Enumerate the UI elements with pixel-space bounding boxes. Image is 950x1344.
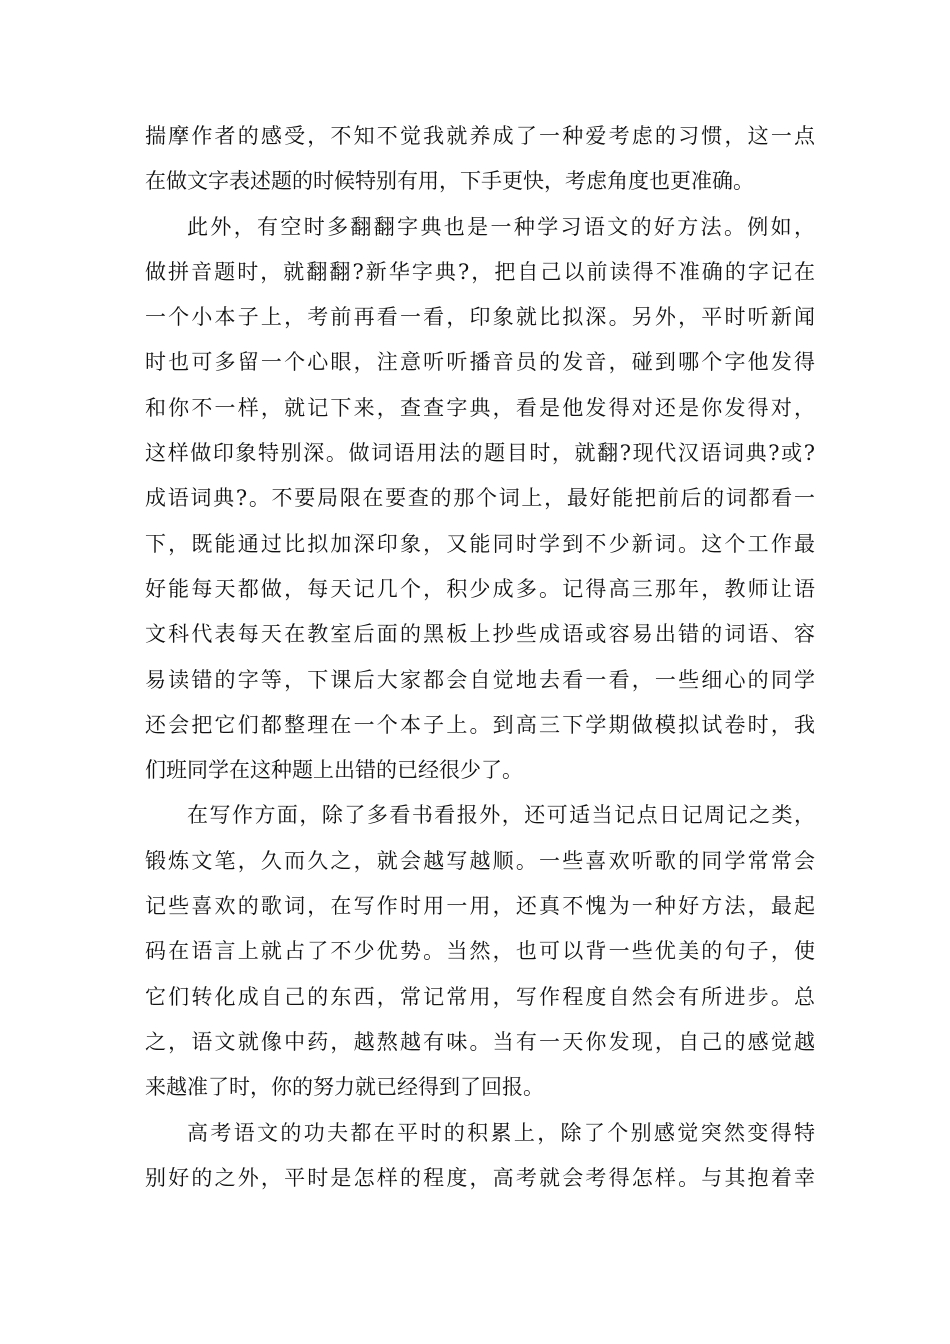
text-line: 别好的之外，平时是怎样的程度，高考就会考得怎样。与其抱着幸 [145,1165,815,1190]
body-text [145,114,815,1201]
paragraph-start-line: 在写作方面，除了多看书看报外，还可适当记点日记周记之类， [187,803,815,828]
text-line: 和你不一样，就记下来，查查字典，看是他发得对还是你发得对， [145,395,815,420]
paragraph-start-line: 高考语文的功夫都在平时的积累上，除了个别感觉突然变得特 [187,1120,815,1145]
text-line: 来越准了时，你的努力就已经得到了回报。 [145,1075,544,1100]
text-line: 还会把它们都整理在一个本子上。到高三下学期做模拟试卷时，我 [145,712,815,737]
text-line: 文科代表每天在教室后面的黑板上抄些成语或容易出错的词语、容 [145,622,815,647]
text-line: 锻炼文笔，久而久之，就会越写越顺。一些喜欢听歌的同学常常会 [145,848,815,873]
text-line: 它们转化成自己的东西，常记常用，写作程度自然会有所进步。总 [145,984,815,1009]
text-line: 做拼音题时，就翻翻?新华字典?，把自己以前读得不准确的字记在 [145,259,815,284]
text-line: 下，既能通过比拟加深印象，又能同时学到不少新词。这个工作最 [145,531,815,556]
text-line: 记些喜欢的歌词，在写作时用一用，还真不愧为一种好方法，最起 [145,894,815,919]
text-line: 时也可多留一个心眼，注意听听播音员的发音，碰到哪个字他发得 [145,350,815,375]
text-line: 这样做印象特别深。做词语用法的题目时，就翻?现代汉语词典?或? [145,441,815,466]
text-line: 易读错的字等，下课后大家都会自觉地去看一看，一些细心的同学 [145,667,815,692]
text-line: 之，语文就像中药，越熬越有味。当有一天你发现，自己的感觉越 [145,1029,815,1054]
text-line: 一个小本子上，考前再看一看，印象就比拟深。另外，平时听新闻 [145,305,815,330]
text-line: 码在语言上就占了不少优势。当然，也可以背一些优美的句子，使 [145,939,815,964]
text-line: 成语词典?。不要局限在要查的那个词上，最好能把前后的词都看一 [145,486,815,511]
text-line: 们班同学在这种题上出错的已经很少了。 [145,758,523,783]
text-line: 在做文字表述题的时候特别有用，下手更快，考虑角度也更准确。 [145,169,754,194]
text-line: 好能每天都做，每天记几个，积少成多。记得高三那年，教师让语 [145,576,815,601]
paragraph-start-line: 此外，有空时多翻翻字典也是一种学习语文的好方法。例如， [187,214,815,239]
text-line: 揣摩作者的感受，不知不觉我就养成了一种爱考虑的习惯，这一点 [145,124,815,148]
